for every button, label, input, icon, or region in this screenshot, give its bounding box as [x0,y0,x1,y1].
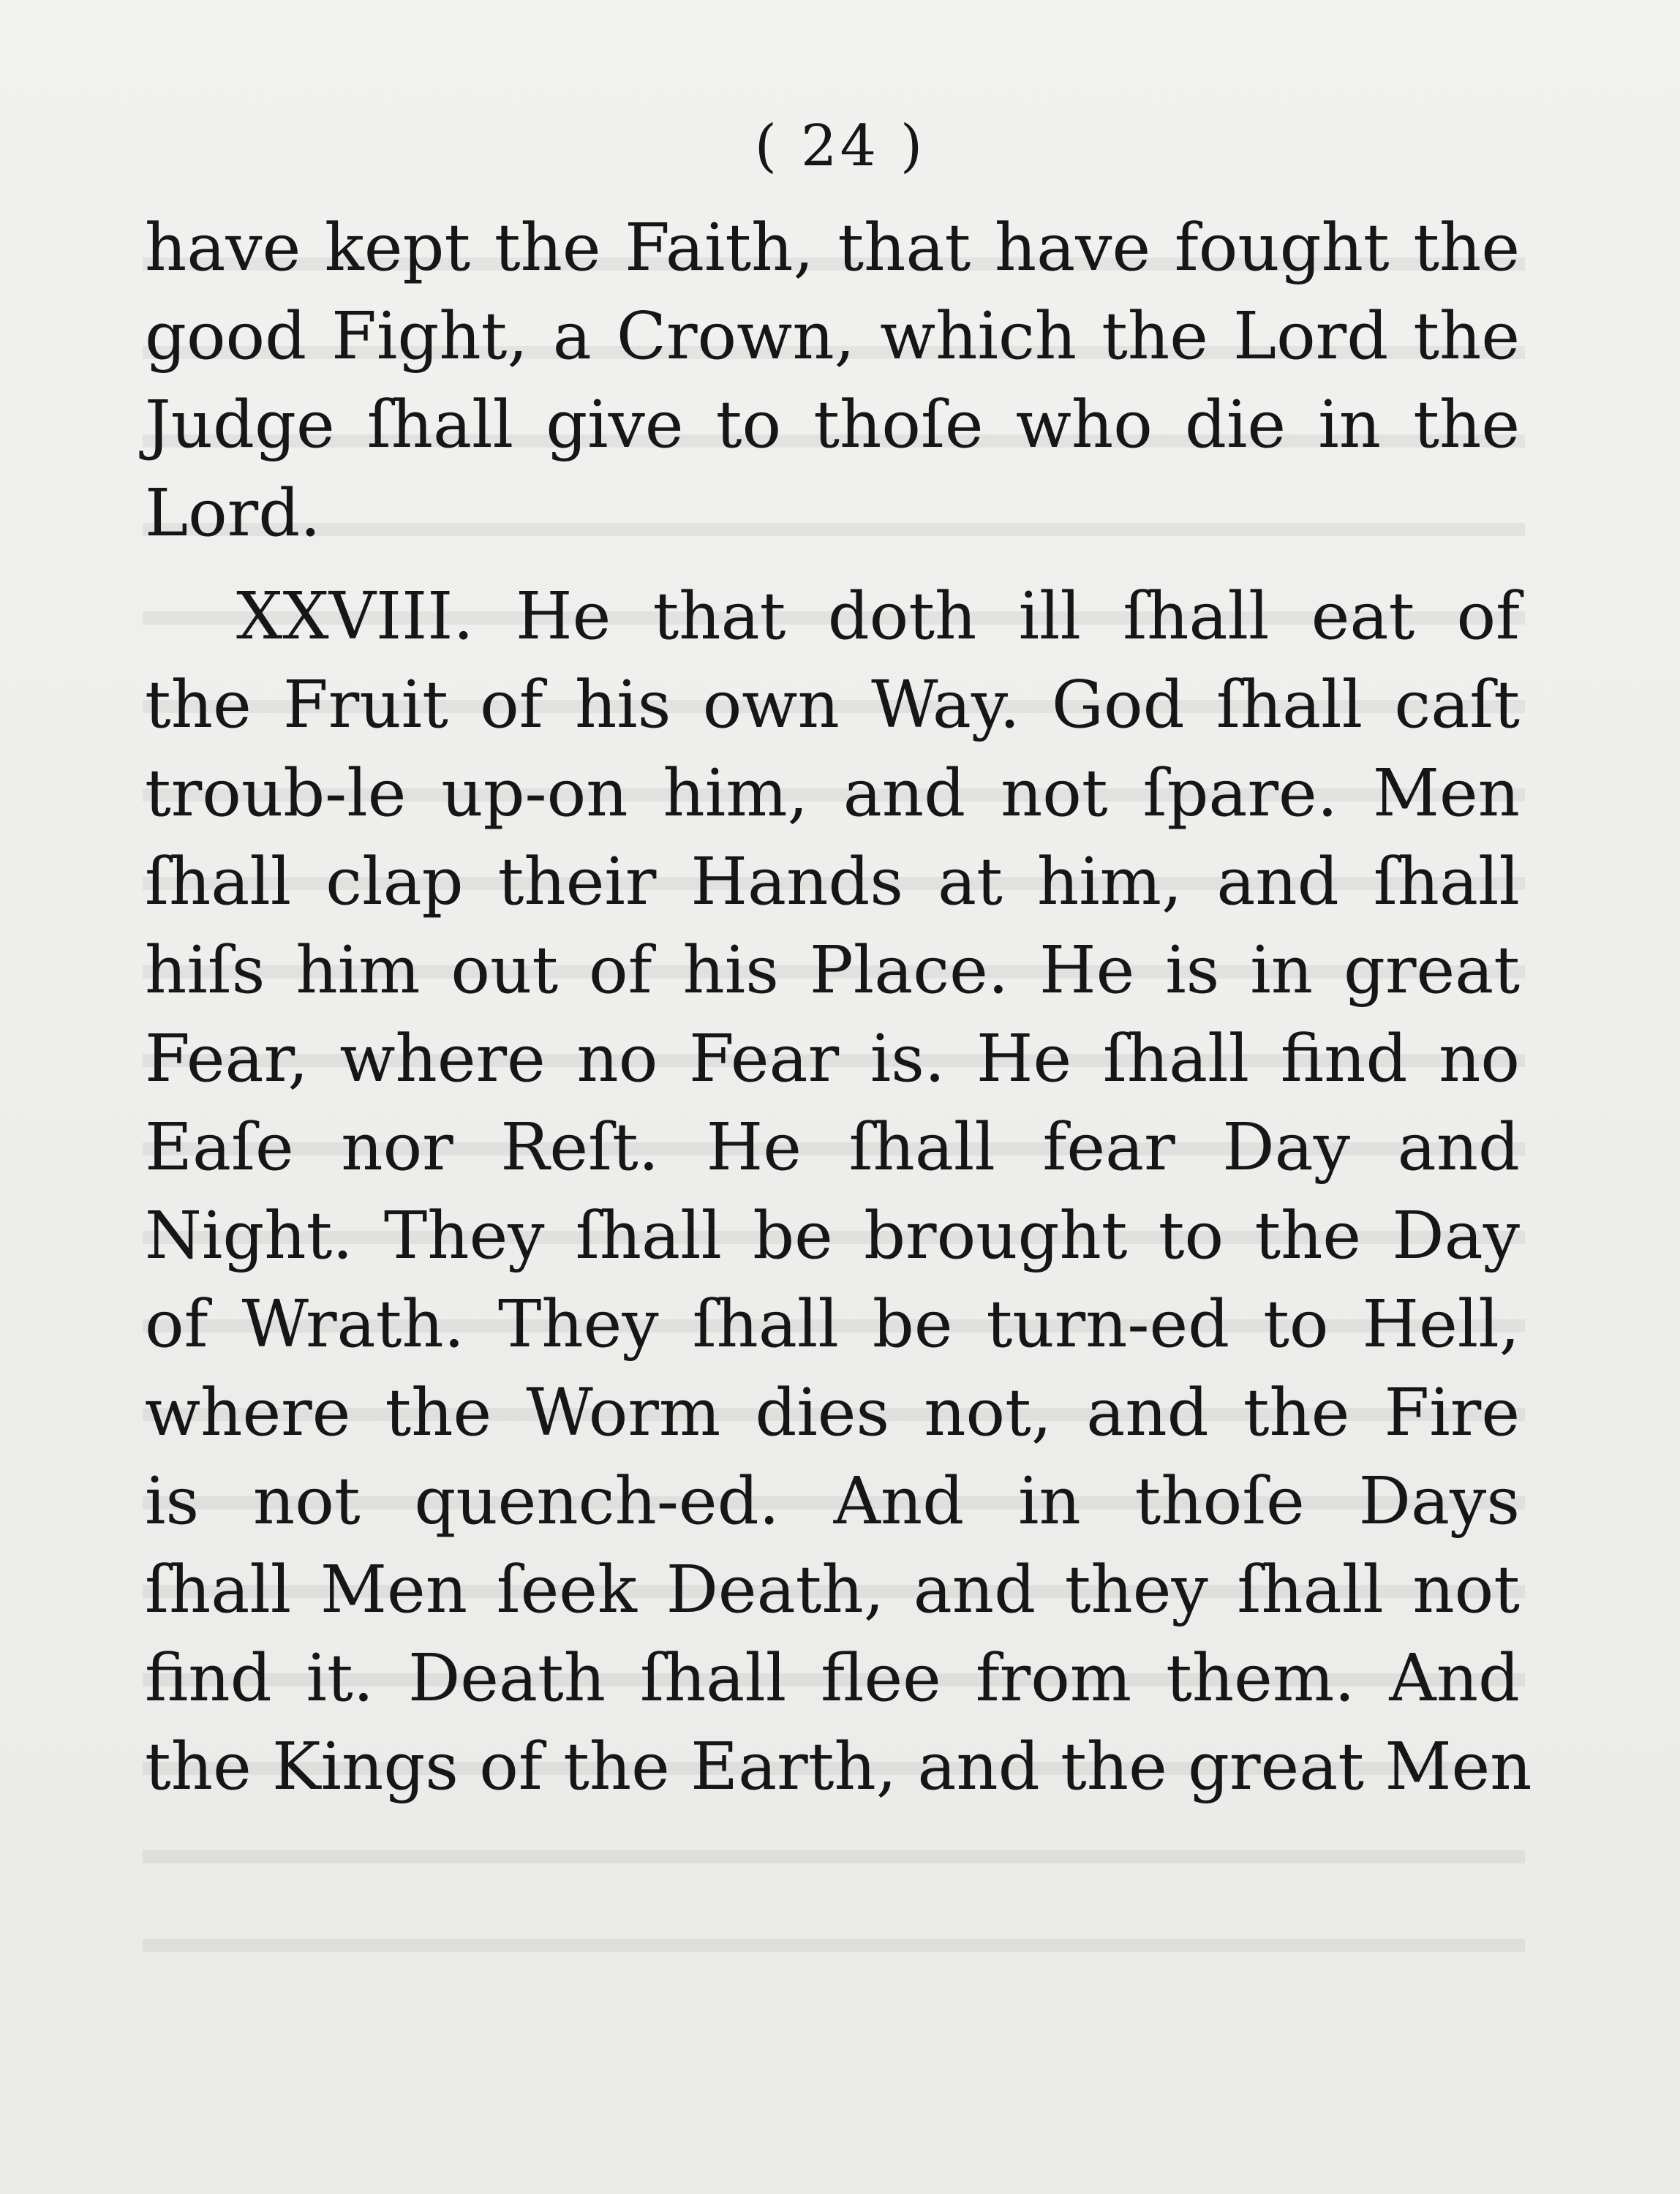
text-line: where the Worm dies not, and the Fire [145,1374,1520,1450]
text-line: have kept the Faith, that have fought the [145,209,1520,285]
text-line: the Fruit of his own Way. God ſhall caſt [145,666,1520,742]
text-line: Fear, where no Fear is. He ſhall find no [145,1020,1520,1096]
text-line: troub-le up-on him, and not ſpare. Men [145,755,1520,831]
text-line: hiſs him out of his Place. He is in great [145,932,1520,1008]
page-number: ( 24 ) [754,113,926,179]
text-line: good Fight, a Crown, which the Lord the [145,298,1520,374]
text-line: Eaſe nor Reſt. He ſhall fear Day and [145,1109,1520,1185]
text-line: of Wrath. They ſhall be turn-ed to Hell, [145,1286,1520,1362]
text-line: ſhall Men ſeek Death, and they ſhall not [145,1551,1520,1627]
text-line: find it. Death ſhall flee from them. And [145,1640,1520,1716]
text-line: XXVIII. He that doth ill ſhall eat of [236,578,1520,654]
text-line: the Kings of the Earth, and the great Men [145,1728,1532,1804]
text-line: is not quench-ed. And in thoſe Days [145,1463,1520,1539]
paragraph-xxviii [145,572,1532,1811]
text-line: Judge ſhall give to thoſe who die in the [145,386,1520,462]
text-line: ſhall clap their Hands at him, and ſhall [145,843,1520,919]
text-line: Night. They ſhall be brought to the Day [145,1197,1520,1273]
paragraph-continuation [145,203,1520,557]
text-line: Lord. [145,475,321,551]
